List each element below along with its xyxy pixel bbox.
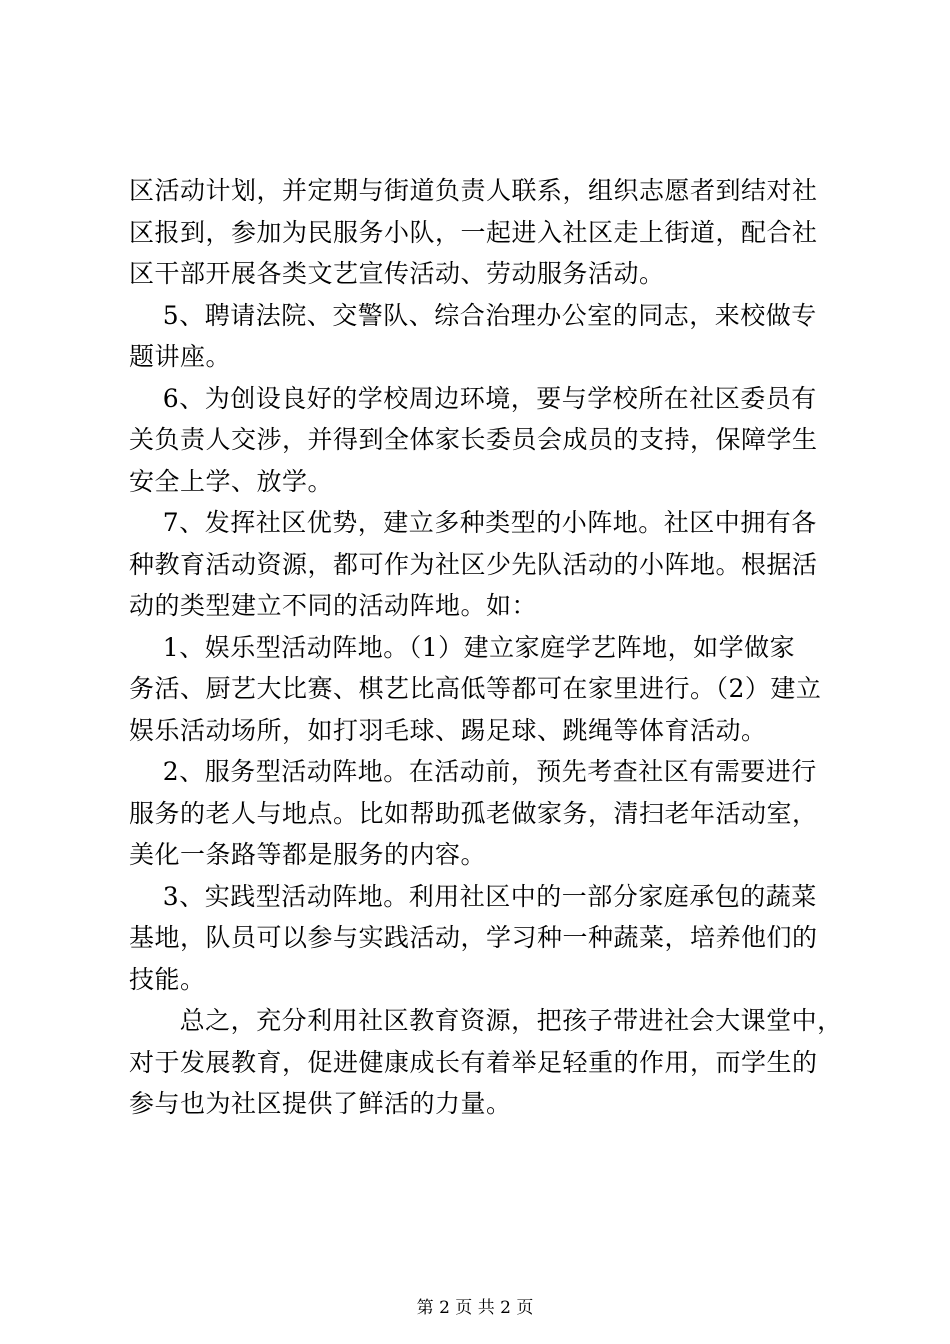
text-line: 技能。: [129, 964, 206, 994]
text-line: 基地，队员可以参与实践活动，学习种一种蔬菜，培养他们的: [129, 923, 818, 952]
text-line: 区报到，参加为民服务小队，一起进入社区走上街道，配合社: [129, 217, 818, 247]
text-line: 关负责人交涉，并得到全体家长委员会成员的支持，保障学生: [129, 425, 818, 454]
page-number-label: 第 2 页 共 2 页: [416, 1298, 534, 1318]
body-text: [129, 170, 843, 1125]
text-line: 服务的老人与地点。比如帮助孤老做家务，清扫老年活动室，: [129, 798, 818, 828]
text-line: 题讲座。: [129, 342, 232, 371]
text-line: 安全上学、放学。: [129, 466, 334, 496]
text-line: 7、发挥社区优势，建立多种类型的小阵地。社区中拥有各: [129, 508, 817, 537]
text-line: 3、实践型活动阵地。利用社区中的一部分家庭承包的蔬菜: [129, 881, 817, 911]
text-line: 区活动计划，并定期与街道负责人联系，组织志愿者到结对社: [129, 176, 818, 205]
text-line: 区干部开展各类文艺宣传活动、劳动服务活动。: [129, 259, 665, 288]
text-line: 美化一条路等都是服务的内容。: [129, 840, 487, 869]
text-line: 6、为创设良好的学校周边环境，要与学校所在社区委员有: [129, 383, 817, 413]
text-line: 5、聘请法院、交警队、综合治理办公室的同志，来校做专: [129, 300, 817, 330]
page-footer: [0, 1296, 950, 1320]
text-line: 动的类型建立不同的活动阵地。如：: [129, 591, 538, 620]
text-line: 种教育活动资源，都可作为社区少先队活动的小阵地。根据活: [129, 549, 818, 579]
text-line: 务活、厨艺大比赛、棋艺比高低等都可在家里进行。（2）建立: [129, 674, 822, 703]
text-line: 娱乐活动场所，如打羽毛球、踢足球、跳绳等体育活动。: [129, 715, 767, 745]
text-line: 1、娱乐型活动阵地。（1）建立家庭学艺阵地，如学做家: [129, 632, 796, 662]
text-line: 2、服务型活动阵地。在活动前，预先考查社区有需要进行: [129, 757, 817, 786]
text-line: 对于发展教育，促进健康成长有着举足轻重的作用，而学生的: [129, 1047, 818, 1077]
text-line: 总之，充分利用社区教育资源，把孩子带进社会大课堂中，: [129, 1006, 843, 1035]
text-line: 参与也为社区提供了鲜活的力量。: [129, 1089, 512, 1118]
